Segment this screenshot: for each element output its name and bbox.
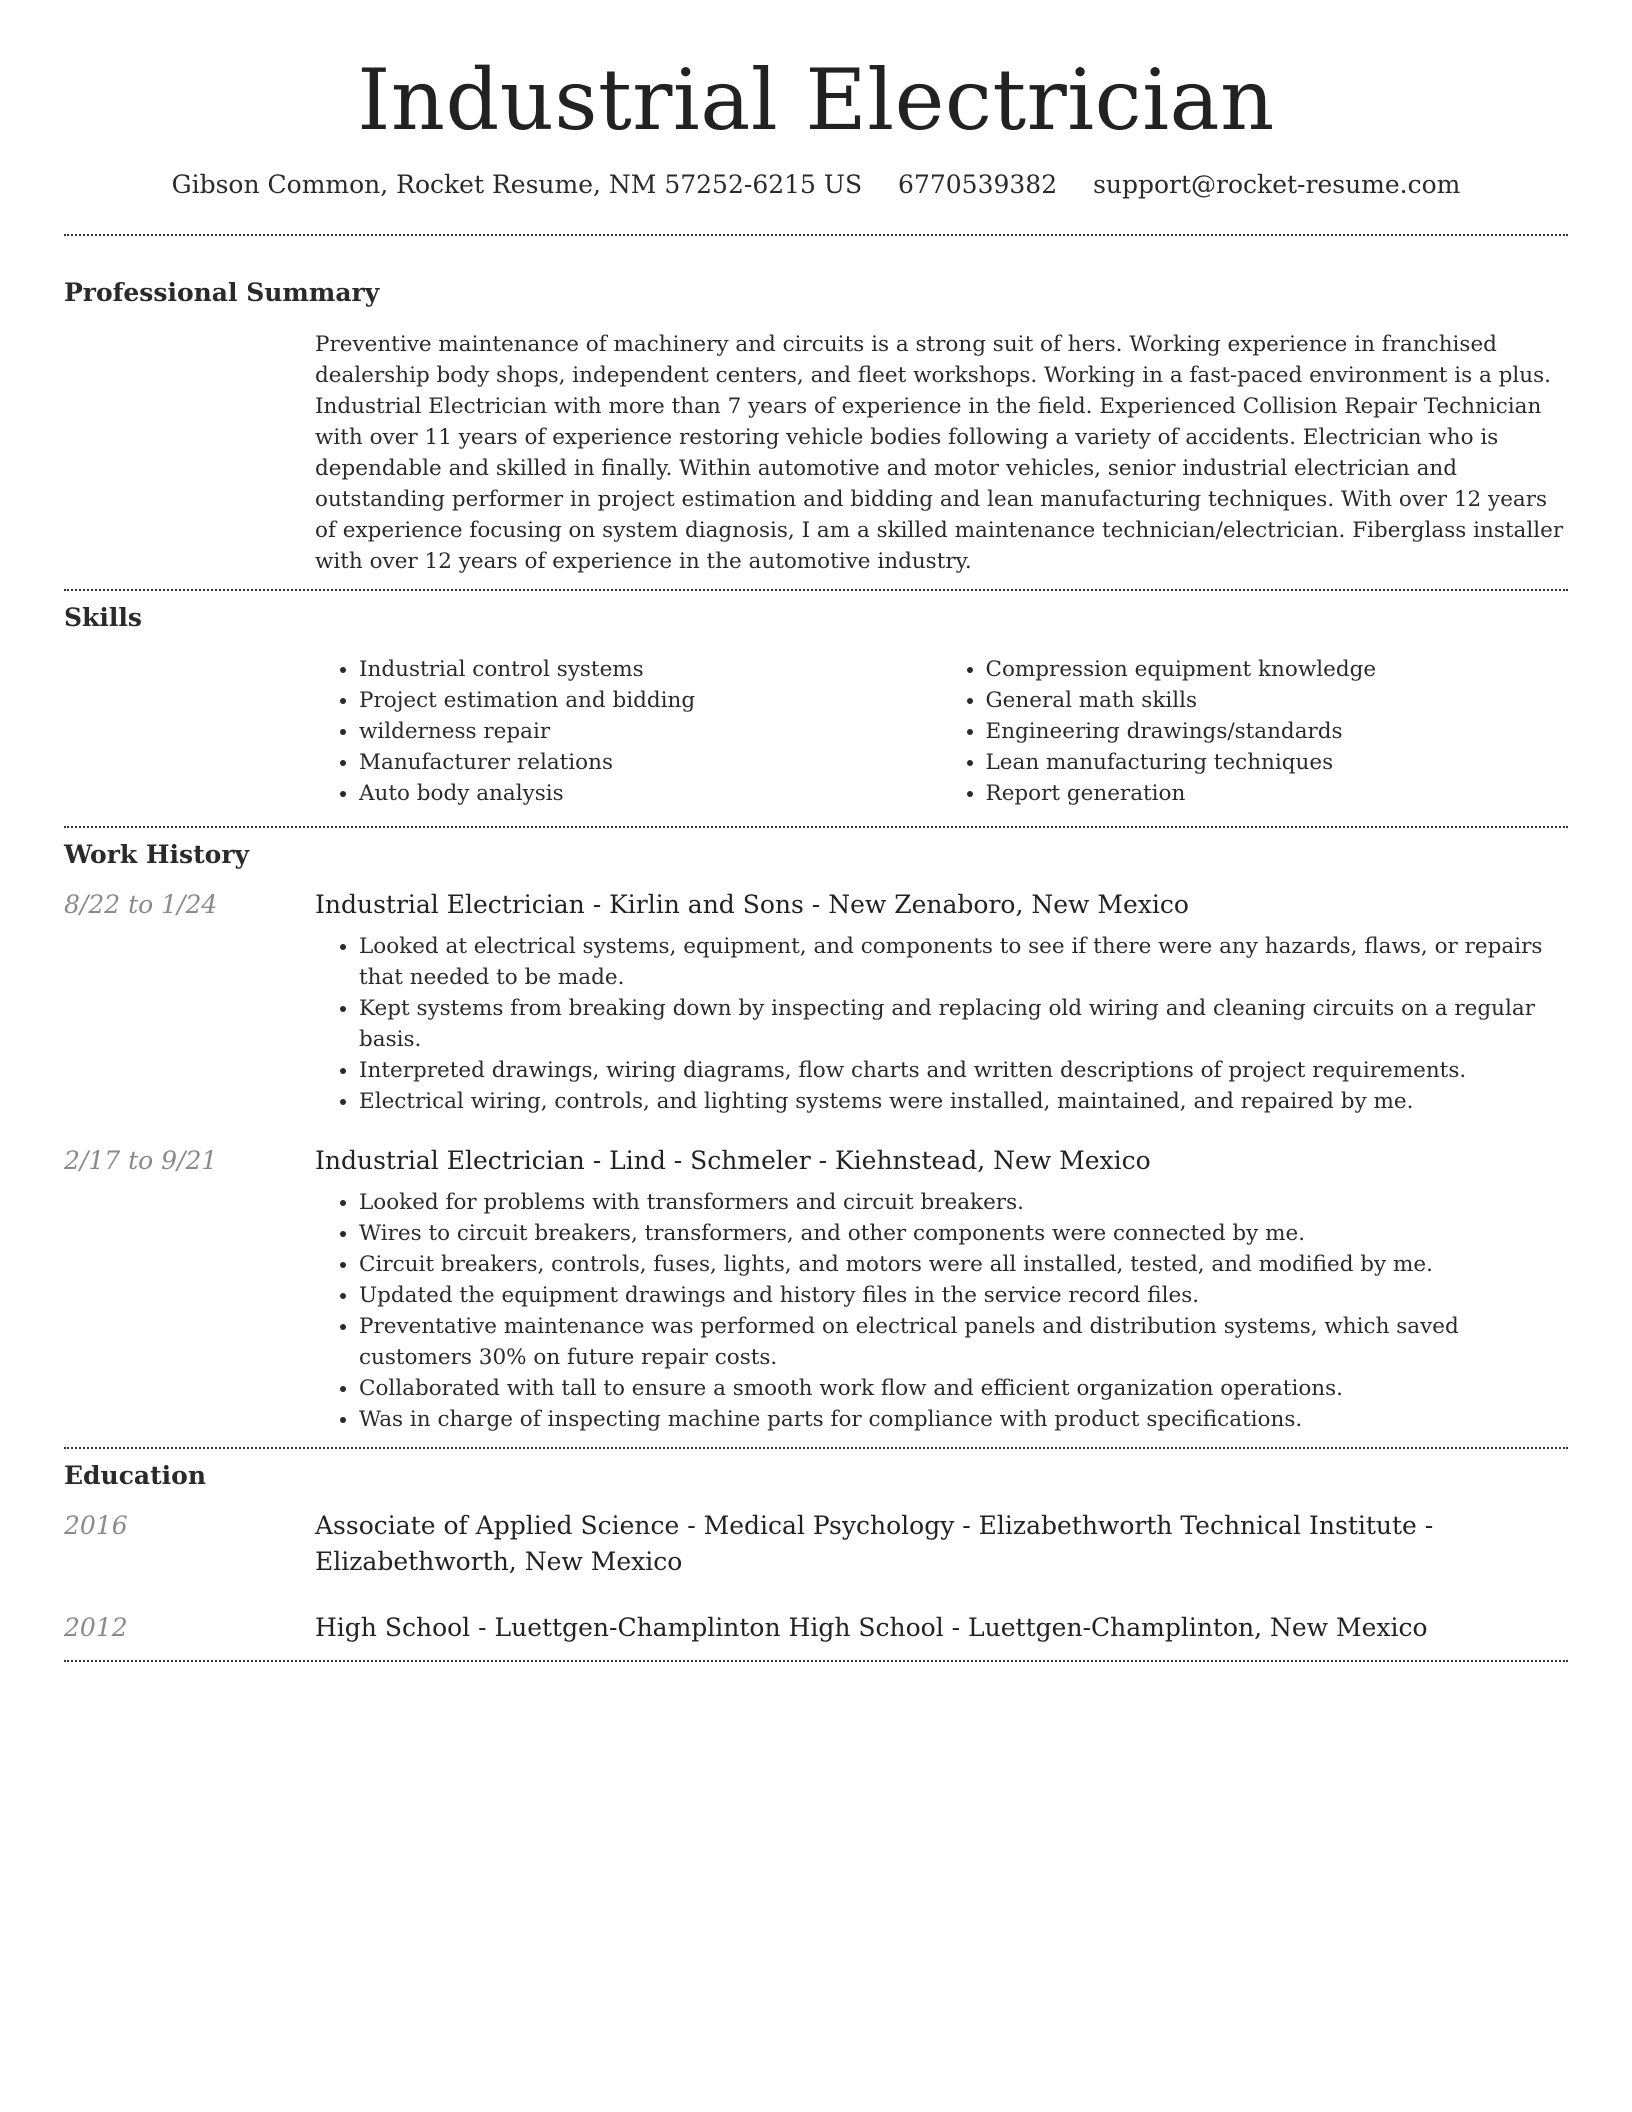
skills-column-right [942,654,1569,809]
section-title-education: Education [64,1461,207,1490]
skill-item: • Lean manufacturing techniques [986,747,1569,778]
job-bullet: • Kept systems from breaking down by inspecting and replacing old wiring and cleaning circuits on a regular basis. [359,993,1568,1055]
job-bullets [315,1187,1568,1435]
divider [64,234,1568,236]
section-title-work: Work History [64,840,250,869]
skill-item: • Compression equipment knowledge [986,654,1569,685]
contact-line [64,170,1568,199]
skill-item: • General math skills [986,685,1569,716]
skill-item: • Project estimation and bidding [359,685,942,716]
job-heading: Industrial Electrician - Lind - Schmeler - Kiehnstead, New Mexico [315,1146,1151,1175]
skill-item: • Report generation [986,778,1569,809]
job-bullet: • Looked at electrical systems, equipment, and components to see if there were any hazards, flaws, or repairs that needed to be made. [359,931,1568,993]
job-dates: 8/22 to 1/24 [64,890,218,919]
education-entry [64,1610,1568,1646]
job-bullet: • Wires to circuit breakers, transformers, and other components were connected by me. [359,1218,1568,1249]
job-heading: Industrial Electrician - Kirlin and Sons - New Zenaboro, New Mexico [315,890,1189,919]
job-bullet: • Was in charge of inspecting machine parts for compliance with product specifications. [359,1404,1568,1435]
job-dates: 2/17 to 9/21 [64,1146,218,1175]
skill-item: • Auto body analysis [359,778,942,809]
candidate-name: Industrial Electrician [357,51,1275,149]
job-bullet: • Looked for problems with transformers and circuit breakers. [359,1187,1568,1218]
education-entry [64,1508,1568,1580]
education-year: 2016 [64,1511,128,1540]
contact-phone: 6770539382 [898,170,1058,199]
contact-address: Gibson Common, Rocket Resume, NM 57252-6215 US [171,170,863,199]
skills-list [315,654,1568,809]
job-entry [64,887,1568,923]
skill-item: • Manufacturer relations [359,747,942,778]
divider [64,1660,1568,1662]
divider [64,589,1568,591]
divider [64,1447,1568,1449]
job-bullet: • Interpreted drawings, wiring diagrams, flow charts and written descriptions of project requirements. [359,1055,1568,1086]
education-heading: Associate of Applied Science - Medical Psychology - Elizabethworth Technical Institute - Elizabethworth, New Mexico [315,1511,1434,1576]
education-heading: High School - Luettgen-Champlinton High School - Luettgen-Champlinton, New Mexico [315,1613,1428,1642]
job-bullet: • Electrical wiring, controls, and lighting systems were installed, maintained, and repaired by me. [359,1086,1568,1117]
skill-item: • Engineering drawings/standards [986,716,1569,747]
skill-item: • wilderness repair [359,716,942,747]
divider [64,826,1568,828]
education-year: 2012 [64,1613,128,1642]
job-bullet: • Preventative maintenance was performed on electrical panels and distribution systems, which saved customers 30% on future repair costs. [359,1311,1568,1373]
skills-column-left [315,654,942,809]
job-bullet: • Circuit breakers, controls, fuses, lights, and motors were all installed, tested, and modified by me. [359,1249,1568,1280]
skill-item: • Industrial control systems [359,654,942,685]
job-bullets [315,931,1568,1117]
contact-email[interactable]: support@rocket-resume.com [1093,170,1461,199]
job-bullet: • Updated the equipment drawings and history files in the service record files. [359,1280,1568,1311]
job-bullet: • Collaborated with tall to ensure a smooth work flow and efficient organization operations. [359,1373,1568,1404]
section-title-summary: Professional Summary [64,278,380,307]
job-entry [64,1143,1568,1179]
section-title-skills: Skills [64,603,142,632]
resume-page [64,0,1568,1662]
summary-text: Preventive maintenance of machinery and circuits is a strong suit of hers. Working experience in franchised dealership body shops, independent centers, and fleet workshops. Working in a fast-paced environment is a plus. Industrial Electrician with more than 7 years of experience in the field. Experienced Collision Repair Technician with over 11 years of experience restoring vehicle bodies following a variety of accidents. Electrician who is dependable and skilled in finally. Within automotive and motor vehicles, senior industrial electrician and outstanding performer in project estimation and bidding and lean manufacturing techniques. With over 12 years of experience focusing on system diagnosis, I am a skilled maintenance technician/electrician. Fiberglass installer with over 12 years of experience in the automotive industry. [315,332,1564,574]
